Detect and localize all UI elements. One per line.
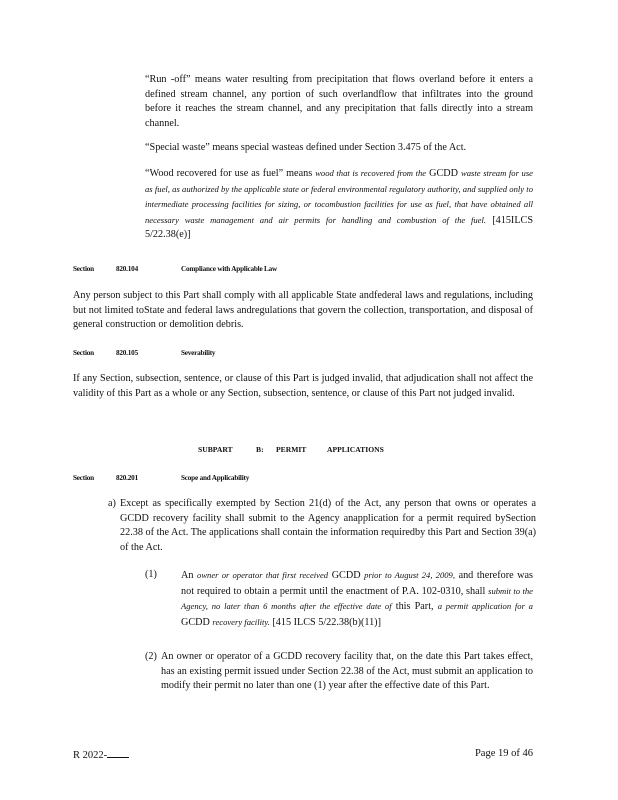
definition-wood-italic: wood that is recovered from the (315, 168, 427, 178)
item1-part-i: GCDD (181, 616, 210, 628)
definition-special-waste: “Special waste” means special wasteas defined under Section 3.475 of the Act. (145, 142, 467, 153)
paragraph-compliance: Any person subject to this Part shall comply with all applicable State andfederal laws and regulations, including but not limited toState and federal laws andregulations that govern the collection, transportation, and disposal of general construction or demolition debris. (73, 290, 533, 330)
item1-part-j: recovery facility. (212, 616, 270, 627)
item1-part-f: submit to the Agency, no later than 6 months after the effective date of (181, 585, 533, 611)
section-label: Section (73, 474, 94, 482)
section-title: Severability (181, 349, 216, 357)
item1-part-b: owner or operator that first received (197, 570, 329, 580)
definition-wood-rest: waste stream for use as fuel, as authorized by the applicable state or federal environmental regulatory authority, and supplied only to intermediate processing facilities for sizing, or tocombustion facilities for use as fuel, that have obtained all necessary waste management and air permits for handling and combustion of the fuel. (145, 168, 533, 225)
subpart-title-2: APPLICATIONS (327, 445, 384, 454)
section-number: 820.201 (116, 474, 138, 482)
definition-wood-cite: [415ILCS 5/22.38(e)] (145, 214, 533, 240)
subsection-a-text: Except as specifically exempted by Section 21(d) of the Act, any person that owns or operates a GCDD recovery facility shall submit to the Agency anapplication for a permit required bySection 22.38 of the Act. The applications shall contain the information requiredby this Part and Section 39(a) of the Act. (120, 498, 536, 553)
subpart-title-1: PERMIT (276, 445, 307, 454)
list-item-1-text (181, 568, 533, 630)
section-label: Section (73, 265, 94, 273)
footer-docket-label: R 2022- (73, 750, 108, 761)
section-title: Scope and Applicability (181, 474, 250, 482)
item1-part-g: this Part, (395, 601, 434, 612)
definition-wood-term: “Wood recovered for use as fuel” means (145, 168, 313, 179)
item1-part-e: and therefore was not required to obtain a permit until the enactment of P.A. 102-0310, shall (181, 570, 534, 597)
footer-page-number: Page 19 of 46 (474, 748, 533, 759)
list-item-1-label: (1) (145, 569, 157, 580)
subsection-a (108, 497, 536, 555)
section-label: Section (73, 349, 94, 357)
list-item-1 (145, 568, 533, 630)
list-item-2 (145, 650, 533, 694)
list-item-2-label: (2) (145, 651, 157, 662)
item1-part-d: prior to August 24, 2009, (364, 570, 455, 580)
item1-part-h: a permit application for a (437, 601, 533, 611)
definition-runoff: “Run -off” means water resulting from precipitation that flows overland before it enters a defined stream channel, any portion of such overlandflow that infiltrates into the ground before it reaches the stream channel, and any precipitation that falls directly into a stream channel. (145, 74, 533, 129)
item1-part-c: GCDD (331, 570, 361, 581)
paragraph-severability: If any Section, subsection, sentence, or clause of this Part is judged invalid, that adjudication shall not affect the validity of this Part as a whole or any Section, subsection, sentence, or clause of this Part not judged invalid. (73, 373, 533, 399)
list-item-2-text: An owner or operator of a GCDD recovery facility that, on the date this Part takes effect, has an existing permit issued under Section 22.38 of the Act, must submit an application to modify their permit no later than one (1) year after the effective date of this Part. (161, 651, 533, 691)
definition-wood (145, 166, 533, 243)
subpart-letter: B: (256, 445, 264, 454)
section-number: 820.104 (116, 265, 138, 273)
section-number: 820.105 (116, 349, 138, 357)
footer-docket-blank (107, 748, 129, 758)
subsection-a-label: a) (108, 498, 116, 509)
item1-part-a: An (181, 570, 194, 581)
subpart-word: SUBPART (198, 445, 233, 454)
footer-docket (73, 748, 129, 761)
item1-citation: [415 ILCS 5/22.38(b)(11)] (272, 616, 381, 628)
definition-wood-gcdd: GCDD (429, 168, 458, 179)
section-title: Compliance with Applicable Law (181, 265, 278, 273)
